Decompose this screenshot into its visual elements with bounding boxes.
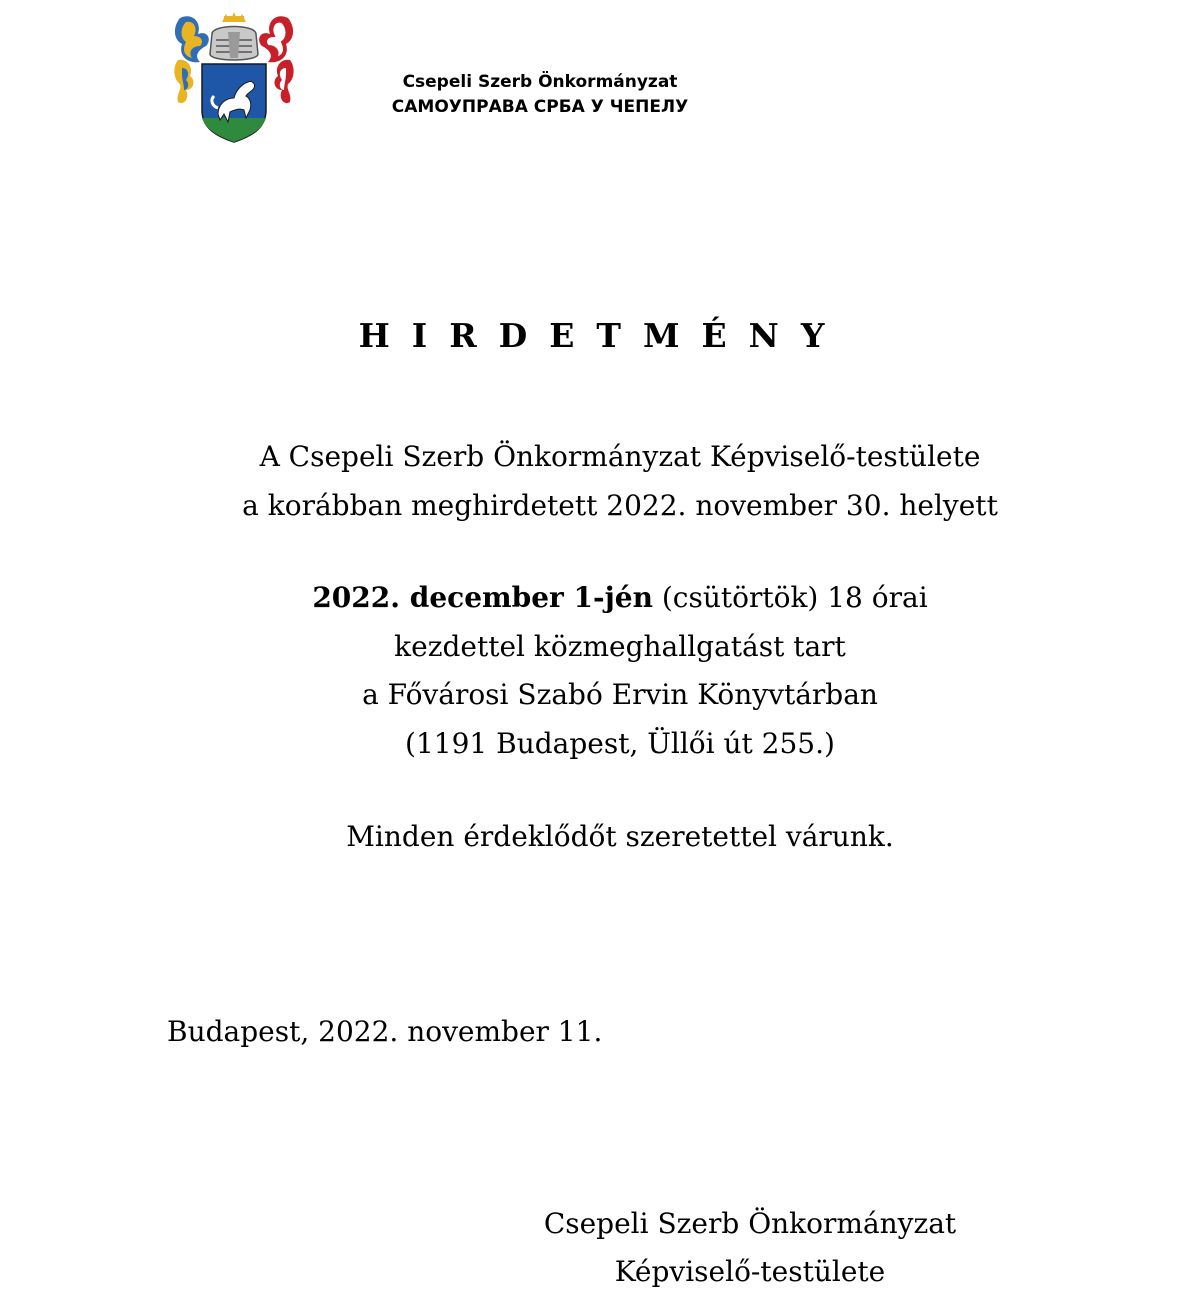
meeting-details	[0, 574, 1183, 768]
signature-block	[500, 1200, 1000, 1296]
details-line: a Fővárosi Szabó Ervin Könyvtárban	[362, 678, 878, 711]
closing-line: Minden érdeklődőt szeretettel várunk.	[346, 820, 894, 853]
signature-line: Képviselő-testülete	[614, 1255, 886, 1288]
organization-header	[370, 70, 710, 120]
details-line: (1191 Budapest, Üllői út 255.)	[405, 726, 835, 760]
organization-name-hungarian: Csepeli Szerb Önkormányzat	[402, 72, 678, 92]
coat-of-arms-icon	[172, 10, 296, 144]
details-line: kezdettel közmeghallgatást tart	[394, 629, 846, 663]
notice-title: HIRDETMÉNY	[358, 316, 847, 355]
meeting-day-time: (csütörtök) 18 órai	[652, 581, 928, 614]
intro-line: a korábban meghirdetett 2022. november 30. helyett	[242, 488, 998, 522]
meeting-date-line	[0, 574, 1183, 623]
signature-line: Csepeli Szerb Önkormányzat	[543, 1207, 957, 1240]
intro-line: A Csepeli Szerb Önkormányzat Képviselő-testülete	[259, 440, 981, 473]
meeting-date: 2022. december 1-jén	[312, 581, 653, 614]
dateline: Budapest, 2022. november 11.	[167, 1015, 603, 1048]
organization-name-serbian: САМОУПРАВА СРБА У ЧЕПЕЛУ	[391, 97, 689, 117]
notice-intro	[0, 433, 1183, 530]
